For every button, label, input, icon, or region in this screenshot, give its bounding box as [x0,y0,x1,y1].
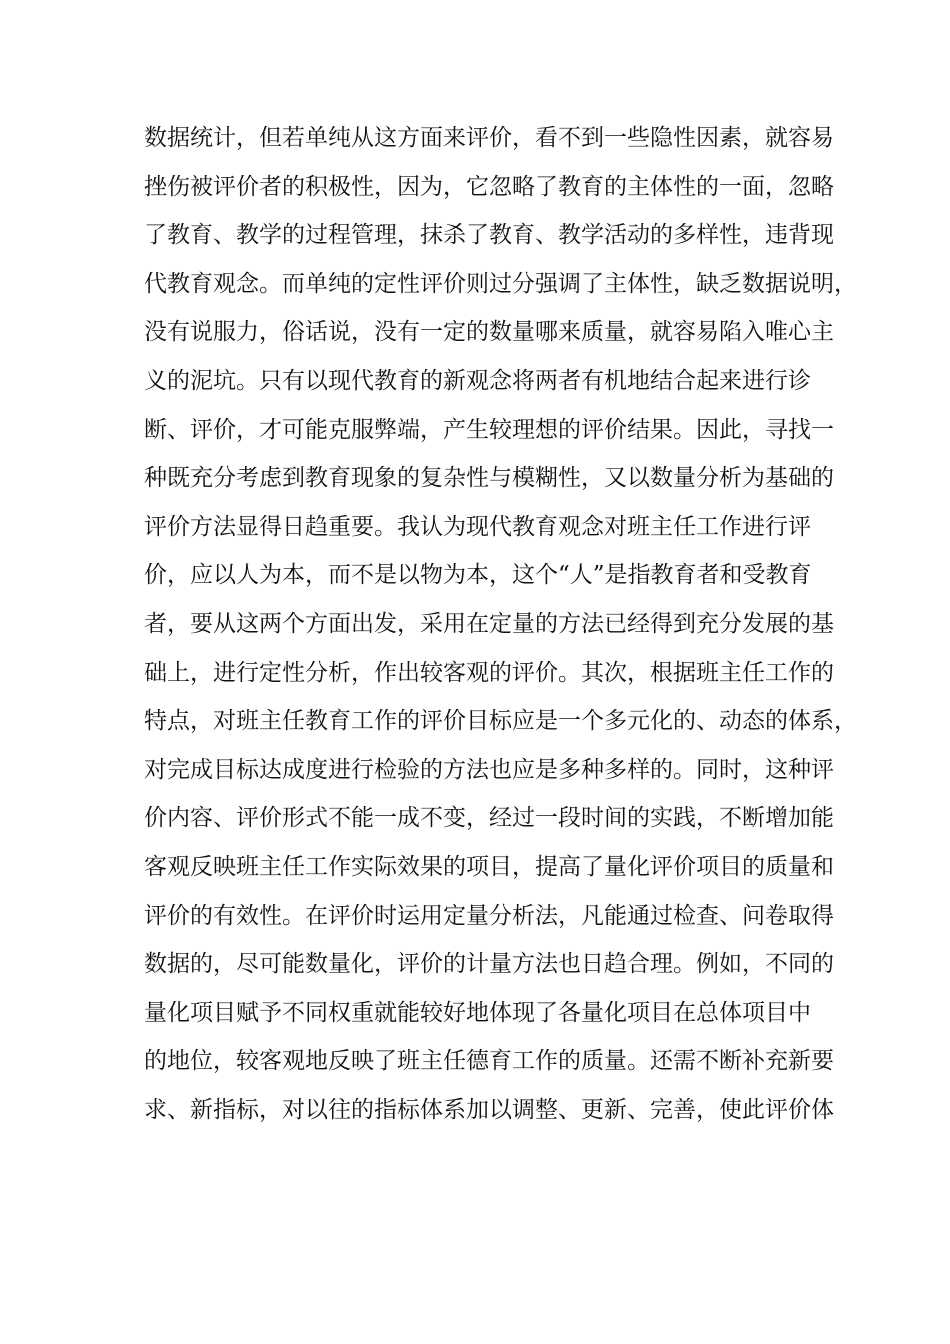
text-line: 了教育、教学的过程管理，抹杀了教育、教学活动的多样性，违背现 [144,222,834,249]
text-line: 特点，对班主任教育工作的评价目标应是一个多元化的、动态的体系， [144,708,857,735]
text-line: 者，要从这两个方面出发，采用在定量的方法已经得到充分发展的基 [144,610,834,637]
text-line: 评价的有效性。在评价时运用定量分析法，凡能通过检查、问卷取得 [144,902,834,929]
text-line: 价，应以人为本，而不是以物为本，这个“人”是指教育者和受教育 [144,562,812,589]
text-line: 代教育观念。而单纯的定性评价则过分强调了主体性，缺乏数据说明， [144,270,857,297]
text-line: 础上，进行定性分析，作出较客观的评价。其次，根据班主任工作的 [144,659,834,686]
text-line: 客观反映班主任工作实际效果的项目，提高了量化评价项目的质量和 [144,853,834,880]
text-line: 价内容、评价形式不能一成不变，经过一段时间的实践，不断增加能 [144,805,834,832]
text-line: 义的泥坑。只有以现代教育的新观念将两者有机地结合起来进行诊 [144,367,811,394]
text-line: 量化项目赋予不同权重就能较好地体现了各量化项目在总体项目中 [144,999,811,1026]
text-line: 数据统计，但若单纯从这方面来评价，看不到一些隐性因素，就容易 [144,125,834,151]
text-line: 没有说服力，俗话说，没有一定的数量哪来质量，就容易陷入唯心主 [144,319,834,346]
text-line: 求、新指标，对以往的指标体系加以调整、更新、完善，使此评价体 [144,1096,834,1123]
text-line: 种既充分考虑到教育现象的复杂性与模糊性，又以数量分析为基础的 [144,465,834,492]
text-line: 评价方法显得日趋重要。我认为现代教育观念对班主任工作进行评 [144,513,811,540]
text-line: 数据的，尽可能数量化，评价的计量方法也日趋合理。例如，不同的 [144,951,834,978]
text-line: 挫伤被评价者的积极性，因为，它忽略了教育的主体性的一面，忽略 [144,173,834,200]
text-line: 的地位，较客观地反映了班主任德育工作的质量。还需不断补充新要 [144,1048,834,1075]
text-line: 断、评价，才可能克服弊端，产生较理想的评价结果。因此，寻找一 [144,416,834,443]
body-paragraph [144,114,857,1134]
text-line: 对完成目标达成度进行检验的方法也应是多种多样的。同时，这种评 [144,756,834,783]
